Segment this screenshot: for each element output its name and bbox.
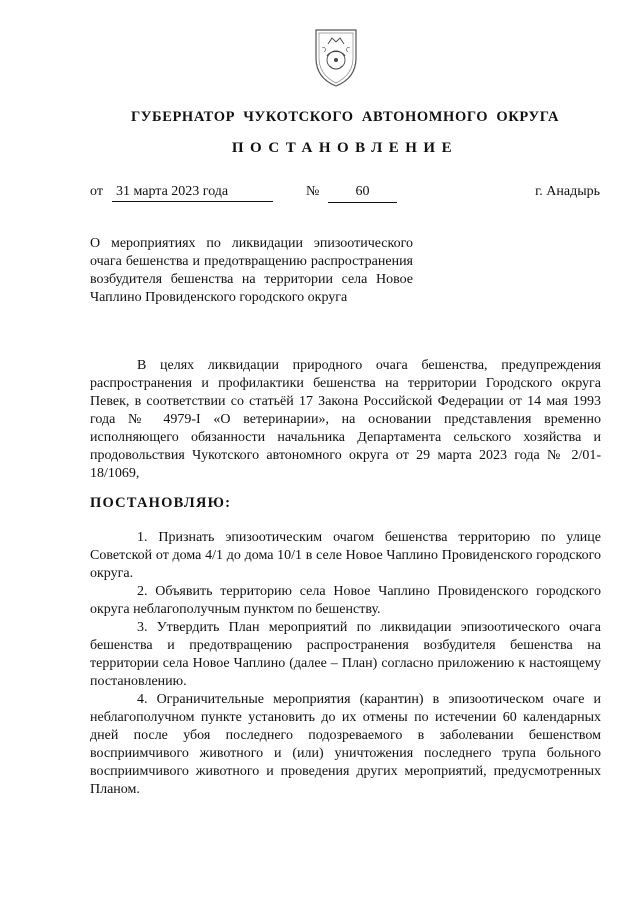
coat-of-arms-icon [308,24,364,88]
decree-item-1: 1. Признать эпизоотическим очагом бешенства территорию по улице Советской от дома 4/1 до дома 10/1 в селе Новое Чаплино Провиденского городского округа. [90,530,601,581]
decree-heading: ПОСТАНОВЛЯЮ: [90,495,232,511]
issue-city: г. Анадырь [535,184,600,199]
document-number: 60 [328,184,397,203]
decree-items [90,529,601,799]
decree-item-4: 4. Ограничительные мероприятия (карантин) в эпизоотическом очаге и неблагополучном пункте установить до их отмены по истечении 60 календарных дней после убоя последнего подозреваемого в заболевании бешенством восприимчивого животного и (или) уничтожения последнего трупа больного восприимчивого животного и проведения других мероприятий, предусмотренных Планом. [90,692,601,797]
decree-item-2: 2. Объявить территорию села Новое Чаплино Провиденского городского округа неблагополучным пунктом по бешенству. [90,584,601,617]
decree-item-3: 3. Утвердить План мероприятий по ликвидации эпизоотического очага бешенства и предотвращению распространения возбудителя бешенства на территории села Новое Чаплино (далее – План) согласно приложению к настоящему постановлению. [90,620,601,689]
number-sign: № [306,184,320,199]
preamble-paragraph: В целях ликвидации природного очага бешенства, предупреждения распространения и профилактики бешенства на территории Городского округа Певек, в соответствии со статьёй 17 Закона Российской Федерации от 14 мая 1993 года № 4979-I «О ветеринарии», на основании представления временно исполняющего обязанности начальника Департамента сельского хозяйства и продовольствия Чукотского автономного округа от 29 марта 2023 года № 2/01-18/1069, [90,358,601,481]
date-prefix: от [90,184,103,199]
issuer-heading: ГУБЕРНАТОР ЧУКОТСКОГО АВТОНОМНОГО ОКРУГА [130,109,560,125]
document-date: 31 марта 2023 года [112,184,273,202]
document-type-heading: ПОСТАНОВЛЕНИЕ [231,140,459,156]
document-subject: О мероприятиях по ликвидации эпизоотического очага бешенства и предотвращению распространения возбудителя бешенства на территории села Новое Чаплино Провиденского городского округа [90,236,413,305]
